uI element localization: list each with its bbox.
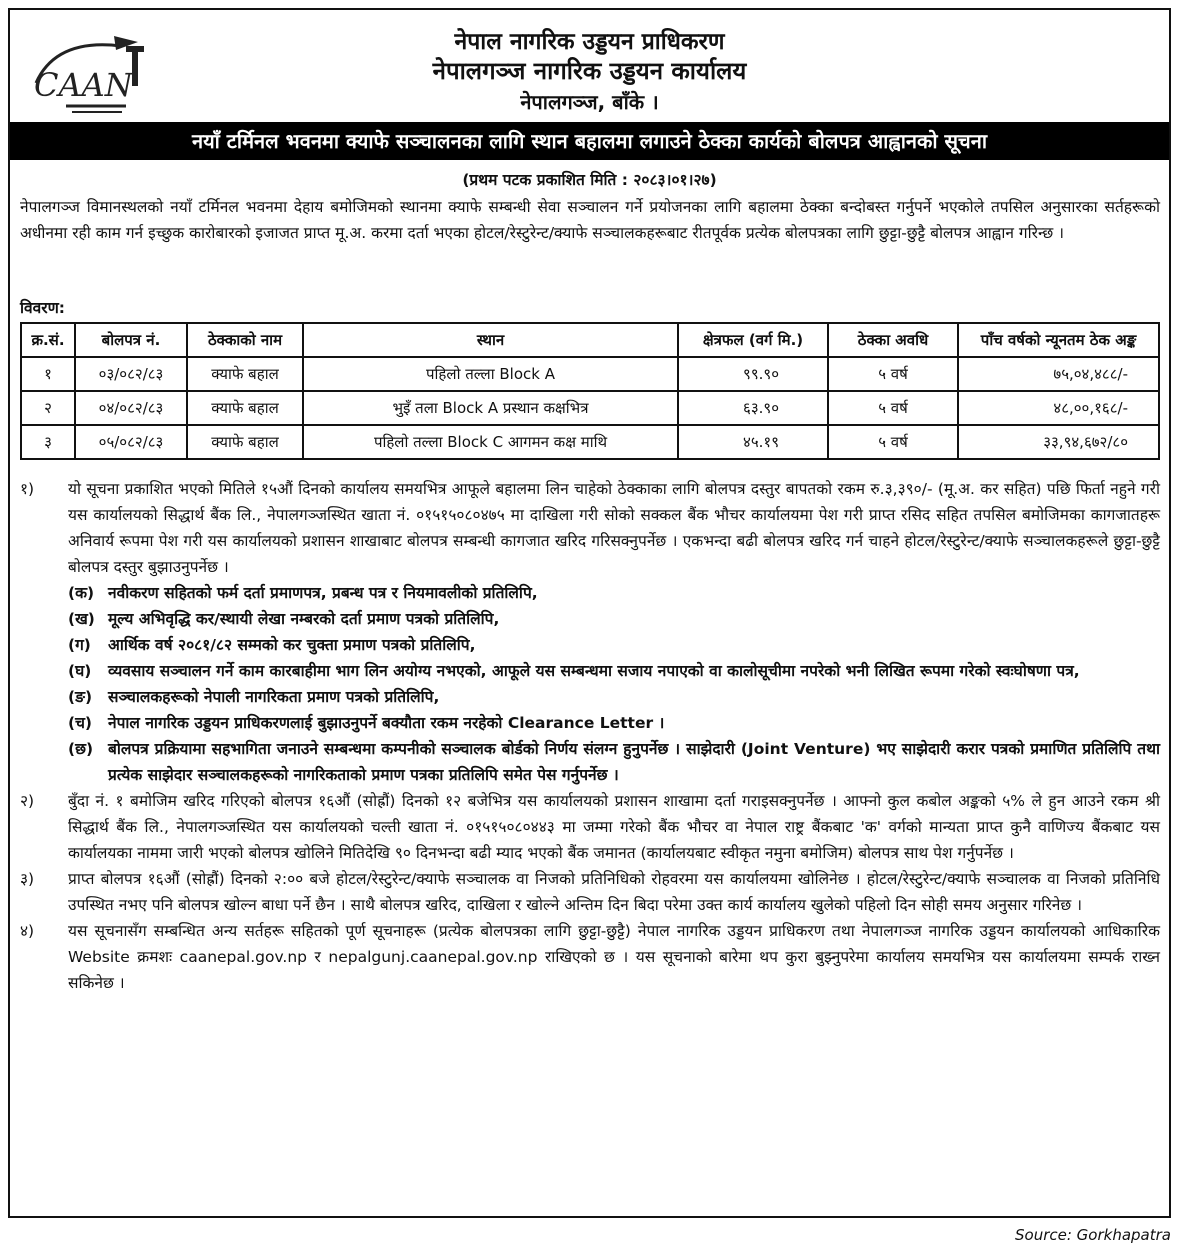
sub-item-text: सञ्चालकहरूको नेपाली नागरिकता प्रमाण पत्रको प्रतिलिपि, bbox=[108, 688, 440, 706]
cell-location: पहिलो तल्ला Block C आगमन कक्ष माथि bbox=[303, 425, 678, 459]
source-credit: Source: Gorkhapatra bbox=[1015, 1226, 1171, 1244]
col-header-duration: ठेक्का अवधि bbox=[828, 323, 958, 357]
conditions-list bbox=[20, 476, 1160, 996]
cell-bid-no: ०४/०८२/८३ bbox=[75, 391, 187, 425]
cell-contract-name: क्याफे बहाल bbox=[187, 357, 303, 391]
details-label: विवरण: bbox=[20, 299, 65, 317]
tender-table bbox=[20, 322, 1160, 460]
col-header-sn: क्र.सं. bbox=[21, 323, 75, 357]
sub-item bbox=[68, 710, 1160, 736]
condition-number: २) bbox=[20, 792, 35, 810]
condition-number: ४) bbox=[20, 922, 35, 940]
cell-duration: ५ वर्ष bbox=[828, 425, 958, 459]
cell-sn: ३ bbox=[21, 425, 75, 459]
notice-title: नयाँ टर्मिनल भवनमा क्याफे सञ्चालनका लागि स्थान बहालमा लगाउने ठेक्का कार्यको बोलपत्र आह्वानको सूचना bbox=[10, 122, 1169, 160]
cell-area: ४५.१९ bbox=[678, 425, 828, 459]
sub-item-text: व्यवसाय सञ्चालन गर्ने काम कारबाहीमा भाग लिन अयोग्य नभएको, आफूले यस सम्बन्धमा सजाय नपाएको वा कालोसूचीमा नपरेको भनी लिखित रूपमा गरेको स्वःघोषणा पत्र, bbox=[108, 662, 1080, 680]
sub-item-label: (क) bbox=[68, 584, 95, 602]
cell-min-amount: ४८,००,१६८/- bbox=[958, 391, 1159, 425]
notice-frame bbox=[8, 8, 1171, 1218]
sub-item-label: (छ) bbox=[68, 740, 94, 758]
logo-text: CAAN bbox=[34, 66, 133, 104]
condition-number: १) bbox=[20, 480, 35, 498]
cell-min-amount: ३३,९४,६७२/८० bbox=[958, 425, 1159, 459]
org-name-line1: नेपाल नागरिक उड्डयन प्राधिकरण bbox=[454, 29, 725, 55]
condition-item bbox=[20, 476, 1160, 580]
col-header-bid-no: बोलपत्र नं. bbox=[75, 323, 187, 357]
condition-item bbox=[20, 918, 1160, 996]
sub-item-label: (ख) bbox=[68, 610, 95, 628]
sub-item-text: मूल्य अभिवृद्धि कर/स्थायी लेखा नम्बरको दर्ता प्रमाण पत्रको प्रतिलिपि, bbox=[108, 610, 500, 628]
sub-item bbox=[68, 684, 1160, 710]
condition-text: यो सूचना प्रकाशित भएको मितिले १५औं दिनको कार्यालय समयभित्र आफूले बहालमा लिन चाहेको ठेक्काका लागि बोलपत्र दस्तुर बापतको रकम रु.३,३९०/- (मू.अ. कर सहित) पछि फिर्ता नहुने गरी यस कार्यालयको सिद्धार्थ बैंक लि., नेपालगञ्जस्थित खाता नं. ०१५१५०८०४७५ मा दाखिला गरी सोको सक्कल बैंक भौचर कार्यालयमा पेश गरी प्राप्त रसिद सहित तपसिल बमोजिमका कागजातहरू अनिवार्य रूपमा पेश गरी यस कार्यालयको प्रशासन शाखाबाट बोलपत्र सम्बन्धी कागजात खरिद गरिसक्नुपर्नेछ । एकभन्दा बढी बोलपत्र खरिद गर्न चाहने होटल/रेस्टुरेन्ट/क्याफे सञ्चालकहरूले छुट्टा-छुट्टै बोलपत्र दस्तुर बुझाउनुपर्नेछ । bbox=[68, 480, 1160, 576]
condition-number: ३) bbox=[20, 870, 35, 888]
sub-item-text: आर्थिक वर्ष २०८१/८२ सम्मको कर चुक्ता प्रमाण पत्रको प्रतिलिपि, bbox=[108, 636, 476, 654]
sub-item-text: नेपाल नागरिक उड्डयन प्राधिकरणलाई बुझाउनुपर्ने बक्यौता रकम नरहेको Clearance Letter । bbox=[108, 714, 665, 732]
sub-item-text: नवीकरण सहितको फर्म दर्ता प्रमाणपत्र, प्रबन्ध पत्र र नियमावलीको प्रतिलिपि, bbox=[108, 584, 538, 602]
cell-duration: ५ वर्ष bbox=[828, 357, 958, 391]
cell-contract-name: क्याफे बहाल bbox=[187, 391, 303, 425]
sub-item bbox=[68, 658, 1160, 684]
org-address: नेपालगञ्ज, बाँके । bbox=[520, 90, 659, 114]
table-row bbox=[21, 357, 1159, 391]
cell-sn: २ bbox=[21, 391, 75, 425]
condition-item bbox=[20, 866, 1160, 918]
sub-item-text: बोलपत्र प्रक्रियामा सहभागिता जनाउने सम्बन्धमा कम्पनीको सञ्चालक बोर्डको निर्णय संलग्न हुनुपर्नेछ । साझेदारी (Joint Venture) भए साझेदारी करार पत्रको प्रमाणित प्रतिलिपि तथा प्रत्येक साझेदार सञ्चालकहरूको नागरिकताको प्रमाण पत्रका प्रतिलिपि समेत पेस गर्नुपर्नेछ । bbox=[108, 740, 1160, 784]
sub-item bbox=[68, 606, 1160, 632]
cell-bid-no: ०३/०८२/८३ bbox=[75, 357, 187, 391]
col-header-min-amount: पाँच वर्षको न्यूनतम ठेक अङ्क bbox=[958, 323, 1159, 357]
condition-text: प्राप्त बोलपत्र १६औं (सोह्रौं) दिनको २:०० बजे होटल/रेस्टुरेन्ट/क्याफे सञ्चालक वा निजको प्रतिनिधिको रोहवरमा यस कार्यालयमा खोलिनेछ । होटल/रेस्टुरेन्ट/क्याफे सञ्चालक वा निजको प्रतिनिधि उपस्थित नभए पनि बोलपत्र खोल्न बाधा पर्ने छैन । साथै बोलपत्र खरिद, दाखिला र खोल्ने अन्तिम दिन बिदा परेमा उक्त कार्य कार्यालय खुलेको पहिलो दिन सोही समय अनुसार गरिनेछ । bbox=[68, 870, 1160, 914]
table-row bbox=[21, 391, 1159, 425]
sub-item bbox=[68, 580, 1160, 606]
condition-text: यस सूचनासँग सम्बन्धित अन्य सर्तहरू सहितको पूर्ण सूचनाहरू (प्रत्येक बोलपत्रका लागि छुट्टा-छुट्टै) नेपाल नागरिक उड्डयन प्राधिकरण तथा नेपालगञ्ज नागरिक उड्डयन कार्यालयको आधिकारिक Website क्रमशः caanepal.gov.np र nepalgunj.caanepal.gov.np राखिएको छ । यस सूचनाको बारेमा थप कुरा बुझ्नुपरेमा कार्यालय समयभित्र यस कार्यालयमा सम्पर्क राख्न सकिनेछ । bbox=[68, 922, 1160, 992]
sub-item-label: (ङ) bbox=[68, 688, 93, 706]
sub-item-label: (च) bbox=[68, 714, 93, 732]
table-row bbox=[21, 425, 1159, 459]
cell-area: ९९.९० bbox=[678, 357, 828, 391]
condition-text: बुँदा नं. १ बमोजिम खरिद गरिएको बोलपत्र १६औं (सोह्रौं) दिनको १२ बजेभित्र यस कार्यालयको प्रशासन शाखामा दर्ता गराइसक्नुपर्नेछ । आफ्नो कुल कबोल अङ्कको ५% ले हुन आउने रकम श्री सिद्धार्थ बैंक लि., नेपालगञ्जस्थित यस कार्यालयको चल्ती खाता नं. ०१५१५०८०४४३ मा जम्मा गरेको बैंक भौचर वा नेपाल राष्ट्र बैंकबाट 'क' वर्गको मान्यता प्राप्त कुनै वाणिज्य बैंकबाट यस कार्यालयका नाममा जारी भएको बोलपत्र खोलिने मितिदेखि ९० दिनभन्दा बढी म्याद भएको बैंक जमानत (कार्यालयबाट स्वीकृत नमुना बमोजिम) बोलपत्र साथ पेश गर्नुपर्नेछ । bbox=[68, 792, 1160, 862]
sub-item bbox=[68, 736, 1160, 788]
col-header-contract-name: ठेक्काको नाम bbox=[187, 323, 303, 357]
cell-location: भुइँ तला Block A प्रस्थान कक्षभित्र bbox=[303, 391, 678, 425]
cell-sn: १ bbox=[21, 357, 75, 391]
org-name-line2: नेपालगञ्ज नागरिक उड्डयन कार्यालय bbox=[432, 57, 747, 85]
cell-location: पहिलो तल्ला Block A bbox=[303, 357, 678, 391]
cell-contract-name: क्याफे बहाल bbox=[187, 425, 303, 459]
col-header-area: क्षेत्रफल (वर्ग मि.) bbox=[678, 323, 828, 357]
published-date: (प्रथम पटक प्रकाशित मिति : २०८३।०१।२७) bbox=[462, 171, 717, 189]
cell-bid-no: ०५/०८२/८३ bbox=[75, 425, 187, 459]
table-header-row bbox=[21, 323, 1159, 357]
col-header-location: स्थान bbox=[303, 323, 678, 357]
intro-paragraph: नेपालगञ्ज विमानस्थलको नयाँ टर्मिनल भवनमा देहाय बमोजिमको स्थानमा क्याफे सम्बन्धी सेवा सञ्चालन गर्ने प्रयोजनका लागि बहालमा ठेक्का बन्दोबस्त गर्नुपर्ने भएकोले तपसिल अनुसारका सर्तहरूको अधीनमा रही काम गर्न इच्छुक कारोबारको इजाजत प्राप्त मू.अ. करमा दर्ता भएका होटल/रेस्टुरेन्ट/क्याफे सञ्चालकहरूबाट रीतपूर्वक प्रत्येक बोलपत्रका लागि छुट्टा-छुट्टै बोलपत्र आह्वान गरिन्छ । bbox=[20, 198, 1160, 242]
cell-min-amount: ७५,०४,४८८/- bbox=[958, 357, 1159, 391]
sub-item-label: (ग) bbox=[68, 636, 91, 654]
cell-area: ६३.९० bbox=[678, 391, 828, 425]
sub-item-label: (घ) bbox=[68, 662, 92, 680]
condition-item bbox=[20, 788, 1160, 866]
cell-duration: ५ वर्ष bbox=[828, 391, 958, 425]
sub-item bbox=[68, 632, 1160, 658]
